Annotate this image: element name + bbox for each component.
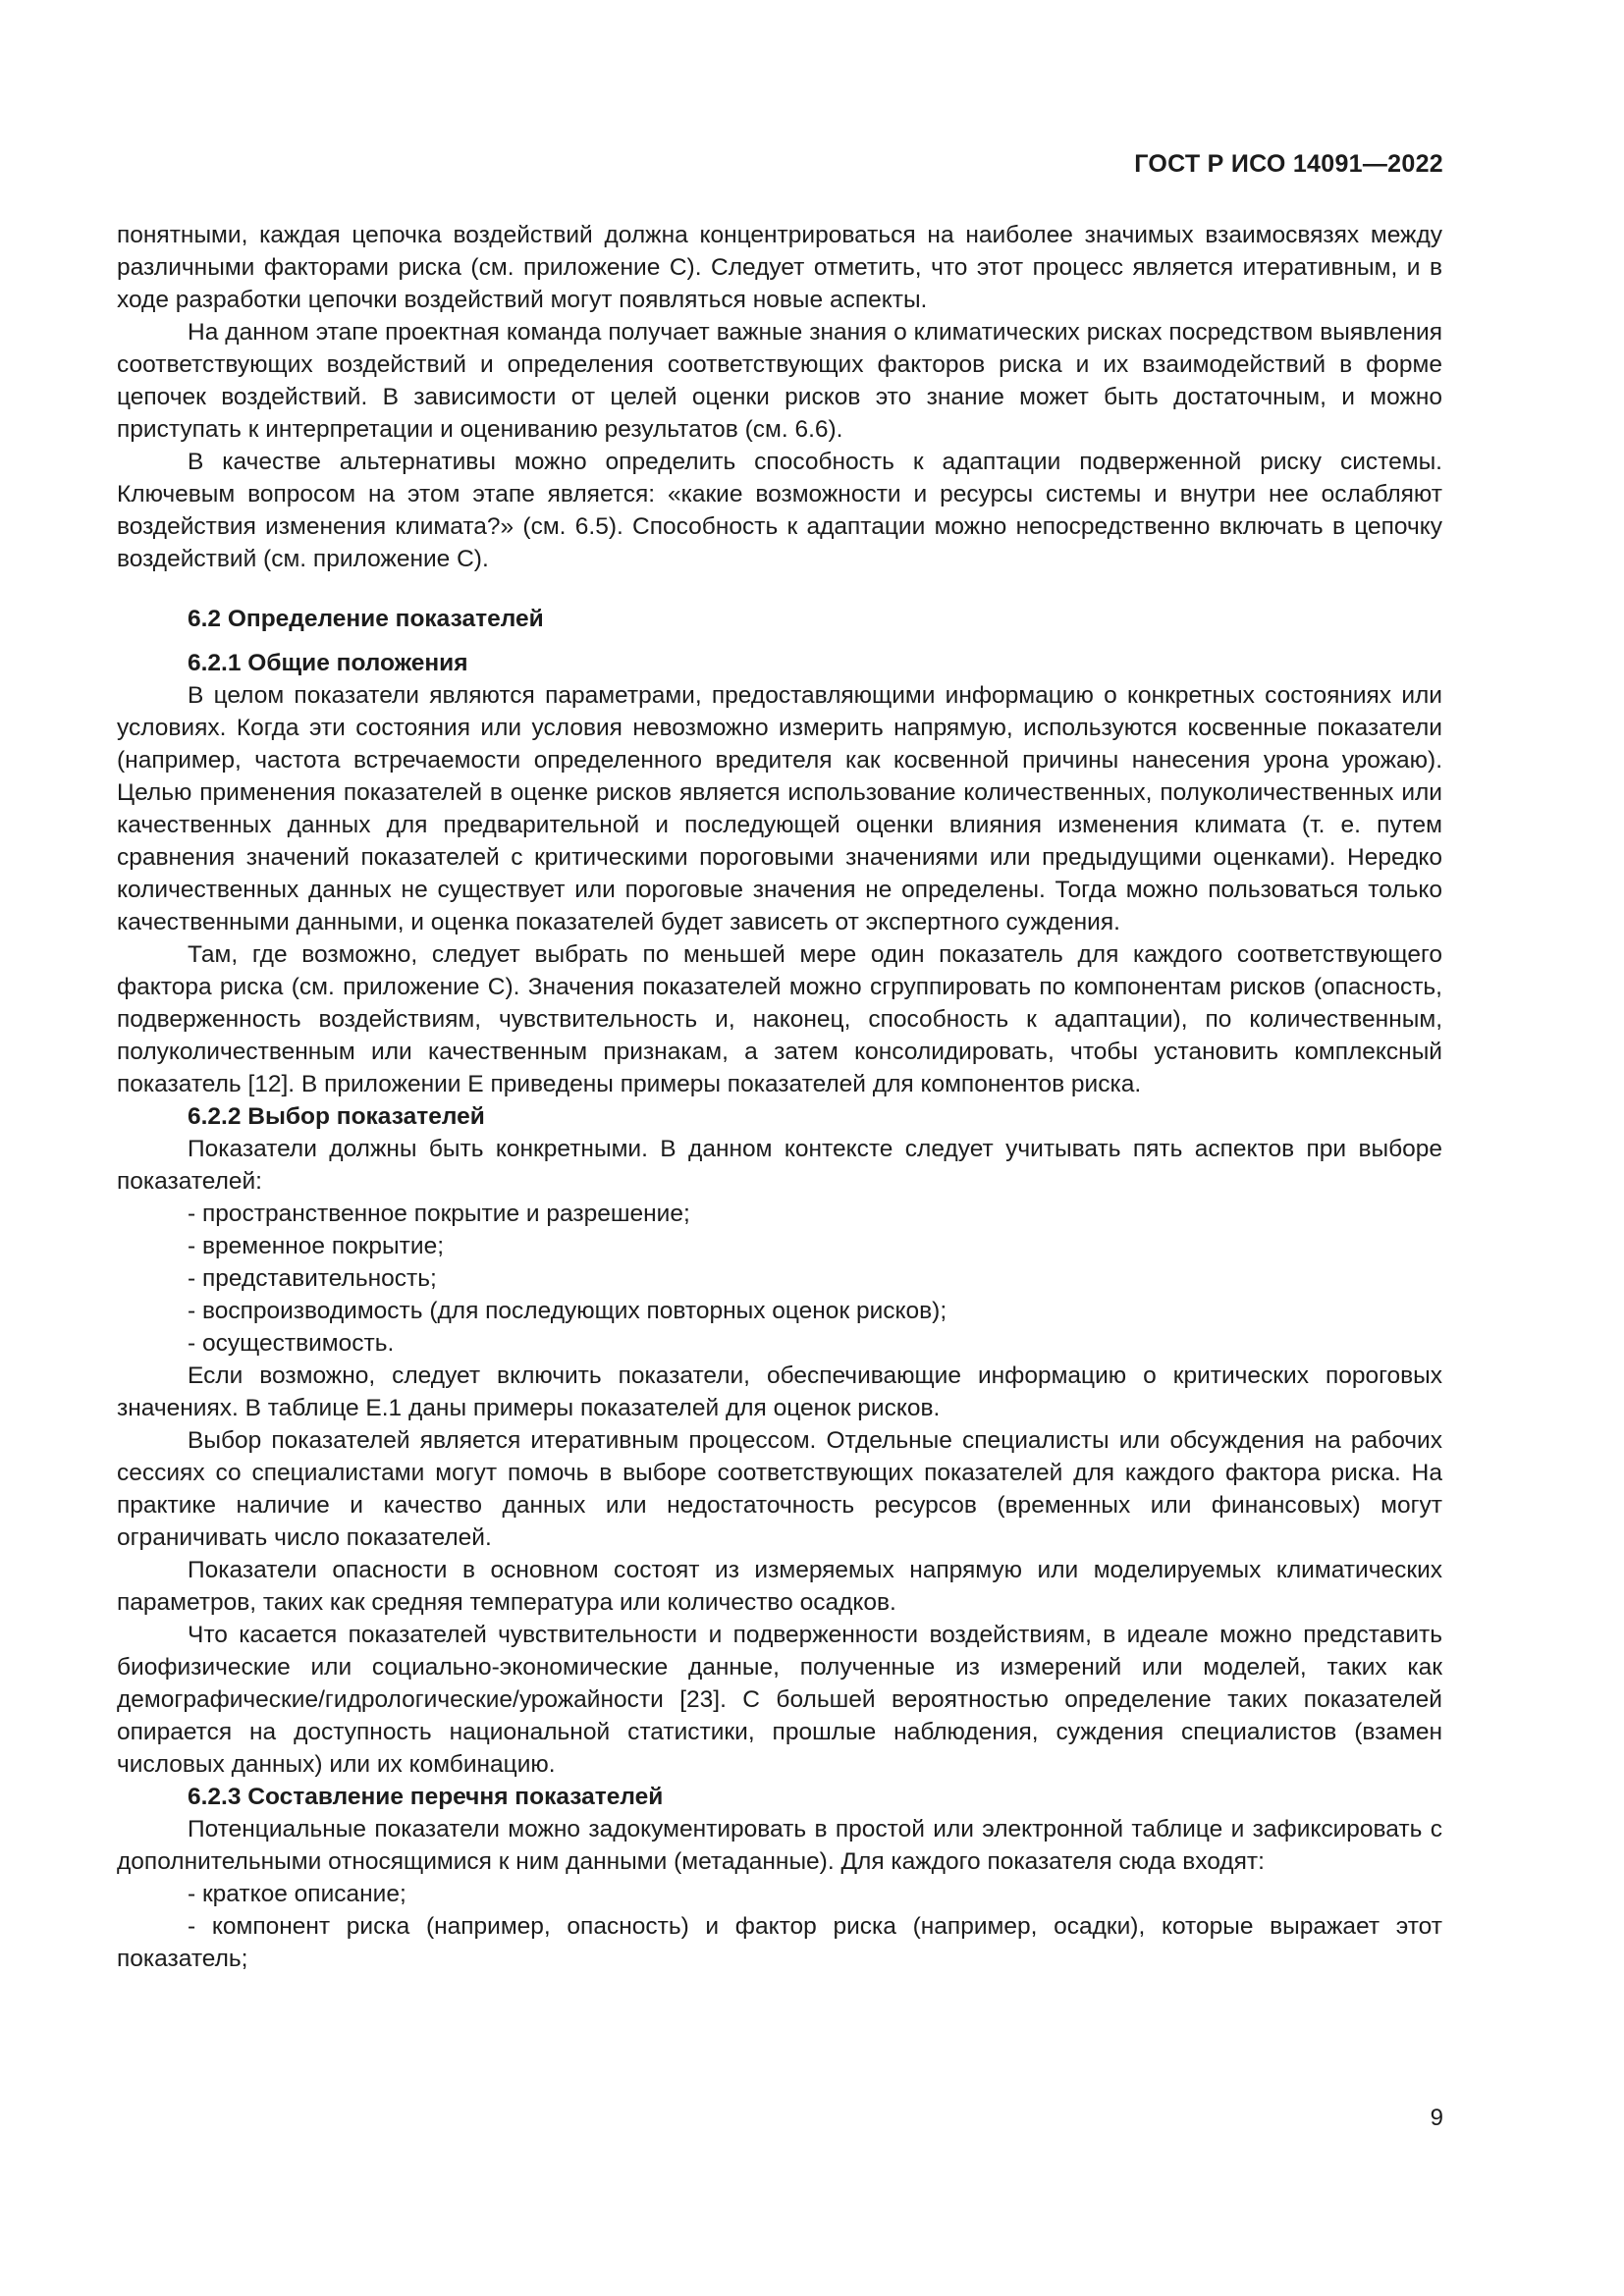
list-item: - пространственное покрытие и разрешение;	[188, 1201, 690, 1227]
section-6-2-2-intro: Показатели должны быть конкретными. В данном контексте следует учитывать пять аспектов при выборе показателей:	[117, 1136, 1442, 1195]
list-item: - краткое описание;	[188, 1881, 406, 1907]
section-6-2-2-paragraph-3: Показатели опасности в основном состоят из измеряемых напрямую или моделируемых климатических параметров, таких как средняя температура или количество осадков.	[117, 1557, 1442, 1616]
section-6-2-2-paragraph-2: Выбор показателей является итеративным процессом. Отдельные специалисты или обсуждения на рабочих сессиях со специалистами могут помочь в выборе соответствующих показателей для каждого фактора риска. На практике наличие и качество данных или недостаточность ресурсов (временных или финансовых) могут ограничивать число показателей.	[117, 1427, 1442, 1551]
intro-paragraph-2: На данном этапе проектная команда получает важные знания о климатических рисках посредством выявления соответствующих воздействий и определения соответствующих факторов риска и их взаимодействий в форме цепочек воздействий. В зависимости от целей оценки рисков это знание может быть достаточным, и можно приступать к интерпретации и оцениванию результатов (см. 6.6).	[117, 319, 1442, 443]
standard-header: ГОСТ Р ИСО 14091—2022	[1134, 150, 1443, 178]
section-6-2-2-paragraph-1: Если возможно, следует включить показатели, обеспечивающие информацию о критических пороговых значениях. В таблице Е.1 даны примеры показателей для оценок рисков.	[117, 1362, 1442, 1421]
section-6-2-1-paragraph-2: Там, где возможно, следует выбрать по меньшей мере один показатель для каждого соответствующего фактора риска (см. приложение С). Значения показателей можно сгруппировать по компонентам рисков (опасность, подверженность воздействиям, чувствительность и, наконец, способность к адаптации), по количественным, полуколичественным или качественным признакам, а затем консолидировать, чтобы установить комплексный показатель [12]. В приложении Е приведены примеры показателей для компонентов риска.	[117, 941, 1442, 1097]
section-6-2-heading: 6.2 Определение показателей	[188, 606, 544, 632]
list-item: - воспроизводимость (для последующих повторных оценок рисков);	[188, 1298, 947, 1324]
page-number: 9	[1430, 2105, 1443, 2131]
document-body	[117, 219, 1442, 1975]
intro-paragraph-3: В качестве альтернативы можно определить способность к адаптации подверженной риску системы. Ключевым вопросом на этом этапе является: «какие возможности и ресурсы системы и внутри нее ослабляют воздействия изменения климата?» (см. 6.5). Способность к адаптации можно непосредственно включать в цепочку воздействий (см. приложение С).	[117, 449, 1442, 572]
intro-paragraph-1: понятными, каждая цепочка воздействий должна концентрироваться на наиболее значимых взаимосвязях между различными факторами риска (см. приложение С). Следует отметить, что этот процесс является итеративным, и в ходе разработки цепочки воздействий могут появляться новые аспекты.	[117, 222, 1442, 313]
list-item: - осуществимость.	[188, 1330, 395, 1357]
section-6-2-2-paragraph-4: Что касается показателей чувствительности и подверженности воздействиям, в идеале можно представить биофизические или социально-экономические данные, полученные из измерений или моделей, таких как демографические/гидрологические/урожайности [23]. С большей вероятностью определение таких показателей опирается на доступность национальной статистики, прошлые наблюдения, суждения специалистов (взамен числовых данных) или их комбинацию.	[117, 1622, 1442, 1778]
section-6-2-2-heading: 6.2.2 Выбор показателей	[188, 1103, 485, 1130]
list-item: - представительность;	[188, 1265, 437, 1292]
section-6-2-3-heading: 6.2.3 Составление перечня показателей	[188, 1784, 664, 1810]
section-6-2-1-paragraph-1: В целом показатели являются параметрами, предоставляющими информацию о конкретных состояниях или условиях. Когда эти состояния или условия невозможно измерить напрямую, используются косвенные показатели (например, частота встречаемости определенного вредителя как косвенной причины нанесения урона урожаю). Целью применения показателей в оценке рисков является использование количественных, полуколичественных или качественных данных для предварительной и последующей оценки влияния изменения климата (т. е. путем сравнения значений показателей с критическими пороговыми значениями или предыдущими оценками). Нередко количественных данных не существует или пороговые значения не определены. Тогда можно пользоваться только качественными данными, и оценка показателей будет зависеть от экспертного суждения.	[117, 682, 1442, 935]
section-6-2-3-intro: Потенциальные показатели можно задокументировать в простой или электронной таблице и зафиксировать с дополнительными относящимися к ним данными (метаданные). Для каждого показателя сюда входят:	[117, 1816, 1442, 1875]
list-item: - компонент риска (например, опасность) и фактор риска (например, осадки), которые выражает этот показатель;	[117, 1913, 1442, 1972]
section-6-2-1-heading: 6.2.1 Общие положения	[188, 650, 468, 676]
list-item: - временное покрытие;	[188, 1233, 445, 1259]
